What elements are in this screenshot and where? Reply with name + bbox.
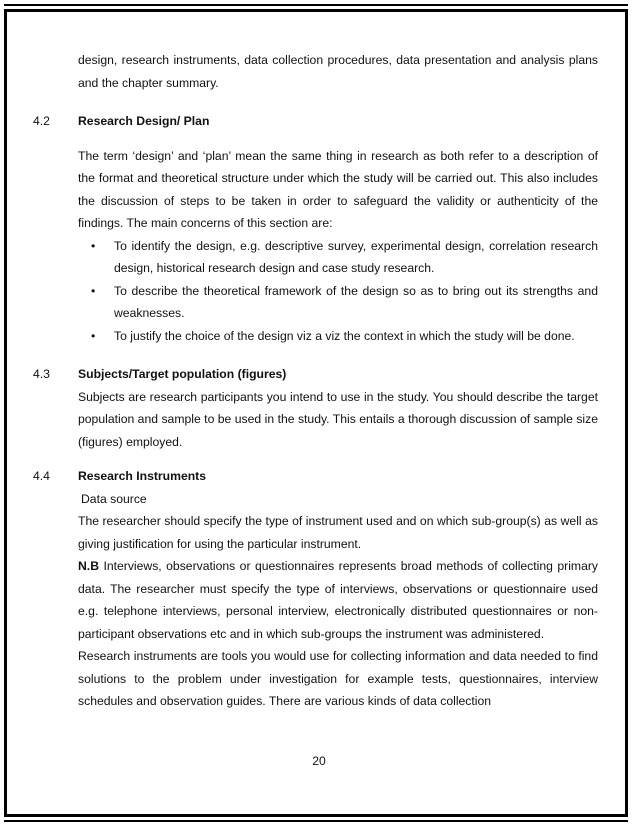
data-source-subheading: Data source: [81, 491, 147, 506]
page-number: 20: [312, 754, 326, 768]
list-item-text: To describe the theoretical framework of the design so as to bring out its strengths and weaknesses.: [114, 283, 598, 320]
section-heading-4-2: [33, 110, 598, 133]
list-item: [91, 280, 598, 325]
section-number: 4.3: [33, 367, 50, 381]
subjects-paragraph: Subjects are research participants you intend to use in the study. You should describe the target population and sample to be used in the study. This entails a thorough discussion of sample size (figures) employed.: [78, 389, 598, 449]
nb-paragraph: [33, 555, 598, 645]
research-design-intro: The term ‘design’ and ‘plan’ mean the same thing in research as both refer to a description of the format and theoretical structure under which the study will be carried out. This also includes the discussion of steps to be taken in order to safeguard the validity or authenticity of the findings. The main concerns of this section are:: [78, 148, 598, 230]
design-concerns-list: [33, 235, 598, 348]
instrument-paragraph: The researcher should specify the type of instrument used and on which sub-group(s) as well as giving justification for using the particular instrument.: [78, 514, 598, 551]
section-number: 4.4: [33, 469, 50, 483]
document-body: [33, 49, 598, 713]
nb-label: N.B: [78, 559, 99, 573]
bullet-icon: •: [91, 238, 96, 253]
instruments-definition-paragraph: Research instruments are tools you would use for collecting information and data needed to find solutions to the problem under investigation for example tests, questionnaires, interview schedules and observation guides. There are various kinds of data collection: [78, 649, 598, 708]
section-title: Subjects/Target population (figures): [78, 367, 287, 381]
list-item-text: To identify the design, e.g. descriptive survey, experimental design, correlation research design, historical research design and case study research.: [114, 238, 598, 275]
section-heading-4-3: [33, 363, 598, 386]
continuation-paragraph: design, research instruments, data collection procedures, data presentation and analysis plans and the chapter summary.: [78, 53, 598, 90]
list-item: [91, 235, 598, 280]
nb-text: Interviews, observations or questionnaires represents broad methods of collecting primary data. The researcher must specify the type of interviews, observations or questionnaire used e.g. telephone interviews, personal interview, electronically distributed questionnaires or non-participant observations etc and in which sub-groups the instrument was administered.: [78, 559, 598, 641]
section-number: 4.2: [33, 114, 50, 128]
bullet-icon: •: [91, 328, 96, 343]
list-item-text: To justify the choice of the design viz a viz the context in which the study will be done.: [114, 328, 575, 343]
list-item: [91, 325, 598, 348]
section-title: Research Design/ Plan: [78, 114, 210, 128]
bullet-icon: •: [91, 283, 96, 298]
section-title: Research Instruments: [78, 469, 207, 483]
section-heading-4-4: [33, 465, 598, 488]
